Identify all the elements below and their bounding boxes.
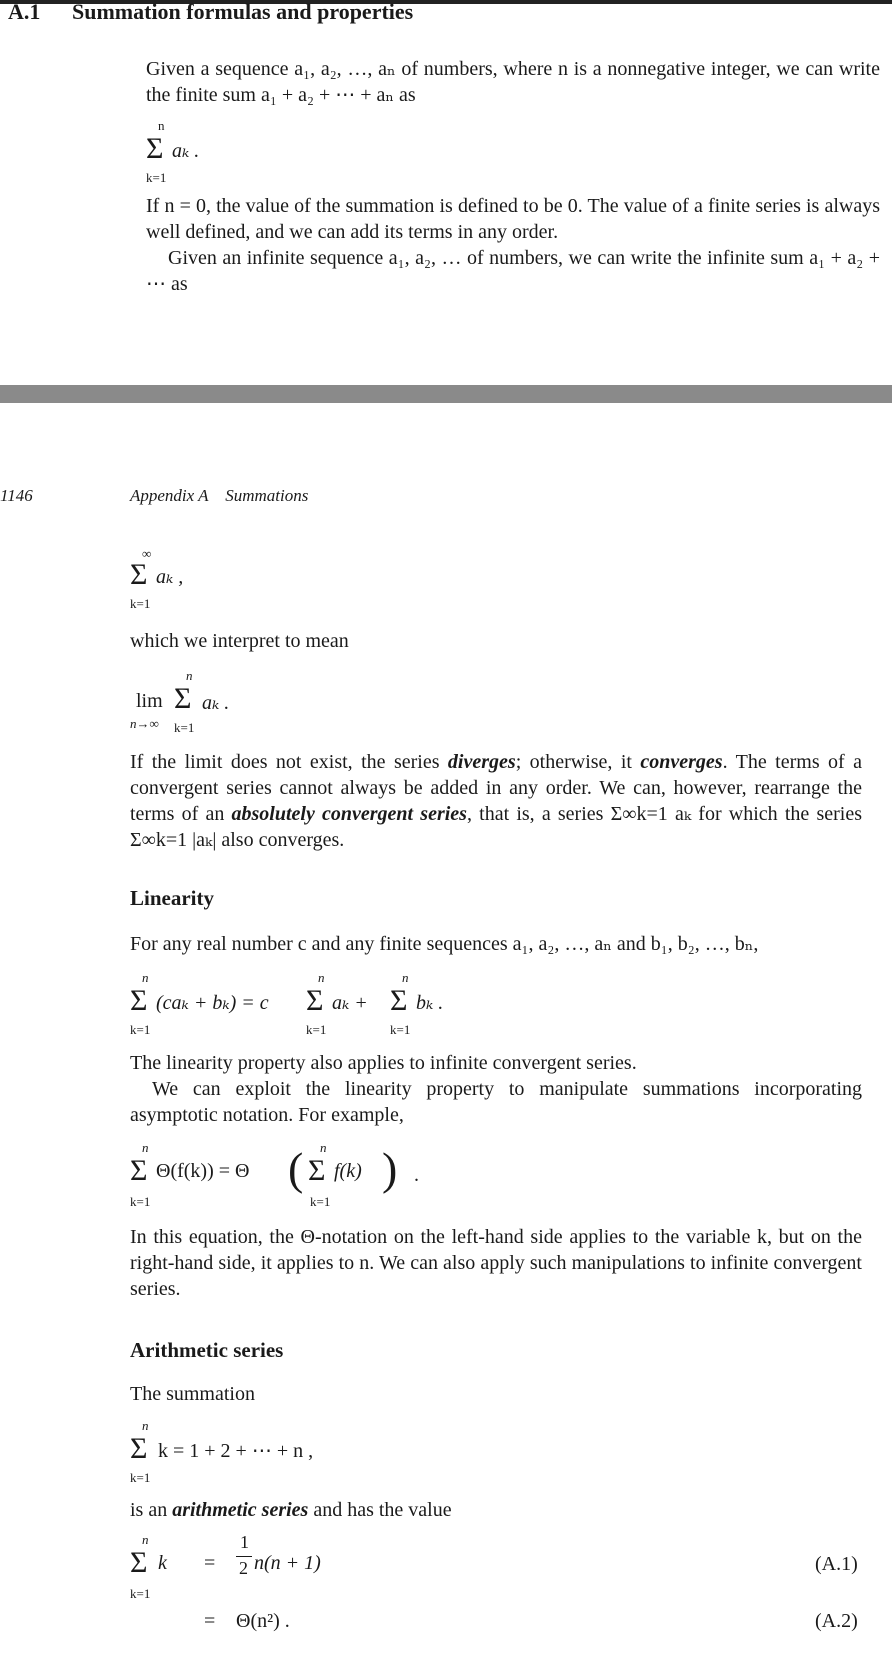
sum-upper: n: [186, 668, 193, 683]
a2-rhs: Θ(n²) .: [236, 1610, 290, 1632]
sum-body: aₖ ,: [156, 566, 184, 588]
sigma-symbol: Σ: [146, 132, 164, 165]
sum-term-1: (caₖ + bₖ) = c: [156, 992, 269, 1014]
convergence-text: If the limit does not exist, the series diverges; otherwise, it converges. The terms of a convergent series cannot always be added in any order. We can, however, rearrange the terms of an absolutely convergent series, that is, a series Σ∞k=1 aₖ for which the series Σ∞k=1 |aₖ| also converges.: [130, 751, 863, 851]
page-number: 1146: [0, 486, 33, 505]
theta-equation: [130, 1140, 450, 1216]
sigma-symbol: Σ: [308, 1154, 326, 1187]
sum-lower: k=1: [310, 1194, 331, 1209]
theta-lhs: Θ(f(k)) = Θ: [156, 1160, 250, 1182]
finite-definition-paragraph: [146, 193, 880, 297]
a1-equals: =: [204, 1552, 216, 1574]
theta-explanation-paragraph: [130, 1224, 862, 1302]
sum-lower: k=1: [306, 1022, 327, 1037]
fraction-denominator: 2: [239, 1558, 248, 1578]
sum-lower: k=1: [174, 720, 195, 735]
sum-lower: k=1: [130, 1022, 151, 1037]
equation-A1: [130, 1532, 490, 1604]
intro-paragraph: [146, 56, 880, 108]
arithmetic-sum-equation: [130, 1418, 410, 1488]
asymptotic-text: We can exploit the linearity property to manipulate summations incorporating asymptotic notation. For example,: [130, 1078, 862, 1126]
finite-definition-text: If n = 0, the value of the summation is defined to be 0. The value of a finite series is always well defined, and we can add its terms in any order.: [146, 195, 880, 243]
sigma-symbol: Σ: [130, 1432, 148, 1465]
sum-lower: k=1: [130, 596, 151, 611]
term-diverges: diverges: [447, 751, 516, 773]
section-number: A.1: [8, 0, 41, 24]
sum-body: aₖ .: [172, 140, 200, 162]
infinite-sequence-text: Given an infinite sequence a₁, a₂, … of numbers, we can write the infinite sum a₁ + a₂ + ⋯ as: [146, 247, 880, 295]
left-paren: (: [288, 1143, 304, 1194]
sigma-symbol: Σ: [306, 984, 324, 1017]
heading-arithmetic-series: Arithmetic series: [130, 1338, 284, 1362]
sum-upper: n: [142, 970, 149, 985]
linearity-asymptotic-paragraph: [130, 1050, 862, 1128]
sum-lower: k=1: [130, 1586, 151, 1601]
section-heading: [8, 0, 413, 24]
sum-lower: k=1: [130, 1194, 151, 1209]
interpret-text: which we interpret to mean: [130, 630, 349, 652]
sum-upper: n: [320, 1140, 327, 1155]
sum-term-2: aₖ +: [332, 992, 368, 1014]
linearity-intro-paragraph: [130, 931, 870, 957]
term-absolutely-convergent: absolutely convergent series: [231, 803, 467, 825]
sum-lower: k=1: [390, 1022, 411, 1037]
theta-inner: f(k): [334, 1160, 362, 1182]
limit-equation: [130, 668, 290, 738]
equation-period: .: [414, 1164, 419, 1186]
fraction-numerator: 1: [240, 1532, 249, 1552]
sigma-symbol: Σ: [130, 558, 148, 591]
page-divider: [0, 385, 892, 403]
sum-lower: k=1: [146, 170, 167, 185]
sigma-symbol: Σ: [390, 984, 408, 1017]
sigma-symbol: Σ: [174, 682, 192, 715]
term-converges: converges: [640, 751, 723, 773]
a1-rhs: n(n + 1): [254, 1552, 321, 1574]
finite-sum-equation: [146, 118, 226, 188]
sigma-symbol: Σ: [130, 1154, 148, 1187]
a1-lhs: k: [158, 1552, 167, 1574]
arithmetic-expansion: k = 1 + 2 + ⋯ + n ,: [158, 1440, 314, 1462]
sum-upper: n: [142, 1532, 149, 1547]
a2-equals: =: [204, 1610, 216, 1632]
summation-label-text: The summation: [130, 1383, 255, 1405]
section-title: Summation formulas and properties: [72, 0, 414, 24]
convergence-paragraph: [130, 749, 862, 853]
linearity-intro-text: For any real number c and any finite sequences a₁, a₂, …, aₙ and b₁, b₂, …, bₙ,: [130, 933, 759, 955]
sigma-symbol: Σ: [130, 984, 148, 1017]
sum-upper: n: [158, 118, 165, 133]
equation-number-A2: (A.2): [815, 1610, 858, 1632]
sum-upper: ∞: [142, 546, 152, 561]
right-paren: ): [382, 1143, 398, 1194]
linearity-equation: [130, 970, 490, 1040]
arithmetic-definition-text: is an arithmetic series and has the value: [130, 1499, 452, 1521]
intro-text: Given a sequence a₁, a₂, …, aₙ of numbers, where n is a nonnegative integer, we can write the finite sum a₁ + a₂ + ⋯ + aₙ as: [146, 58, 880, 106]
equation-number-A1: (A.1): [815, 1553, 858, 1575]
interpret-paragraph: [130, 628, 870, 654]
theta-explanation-text: In this equation, the Θ-notation on the left-hand side applies to the variable k, but on the right-hand side, it applies to n. We can also apply such manipulations to infinite convergent series.: [130, 1226, 862, 1300]
sum-upper: n: [318, 970, 325, 985]
sigma-symbol: Σ: [130, 1546, 148, 1579]
term-arithmetic-series: arithmetic series: [172, 1499, 309, 1521]
infinite-sum-equation: [130, 546, 230, 616]
sum-upper: n: [142, 1418, 149, 1433]
sum-upper: n: [402, 970, 409, 985]
heading-linearity: Linearity: [130, 886, 214, 910]
sum-upper: n: [142, 1140, 149, 1155]
running-head: Appendix A Summations: [130, 486, 309, 505]
equation-A2: [130, 1610, 430, 1640]
sum-term-3: bₖ .: [416, 992, 444, 1014]
arithmetic-definition-paragraph: [130, 1497, 870, 1523]
sum-lower: k=1: [130, 1470, 151, 1485]
lim-word: lim: [136, 690, 163, 712]
lim-subscript: n→∞: [130, 716, 159, 731]
linearity-infinite-text: The linearity property also applies to infinite convergent series.: [130, 1052, 637, 1074]
fraction-bar: [236, 1556, 252, 1557]
summation-label-paragraph: [130, 1381, 870, 1407]
sum-body: aₖ .: [202, 692, 230, 714]
